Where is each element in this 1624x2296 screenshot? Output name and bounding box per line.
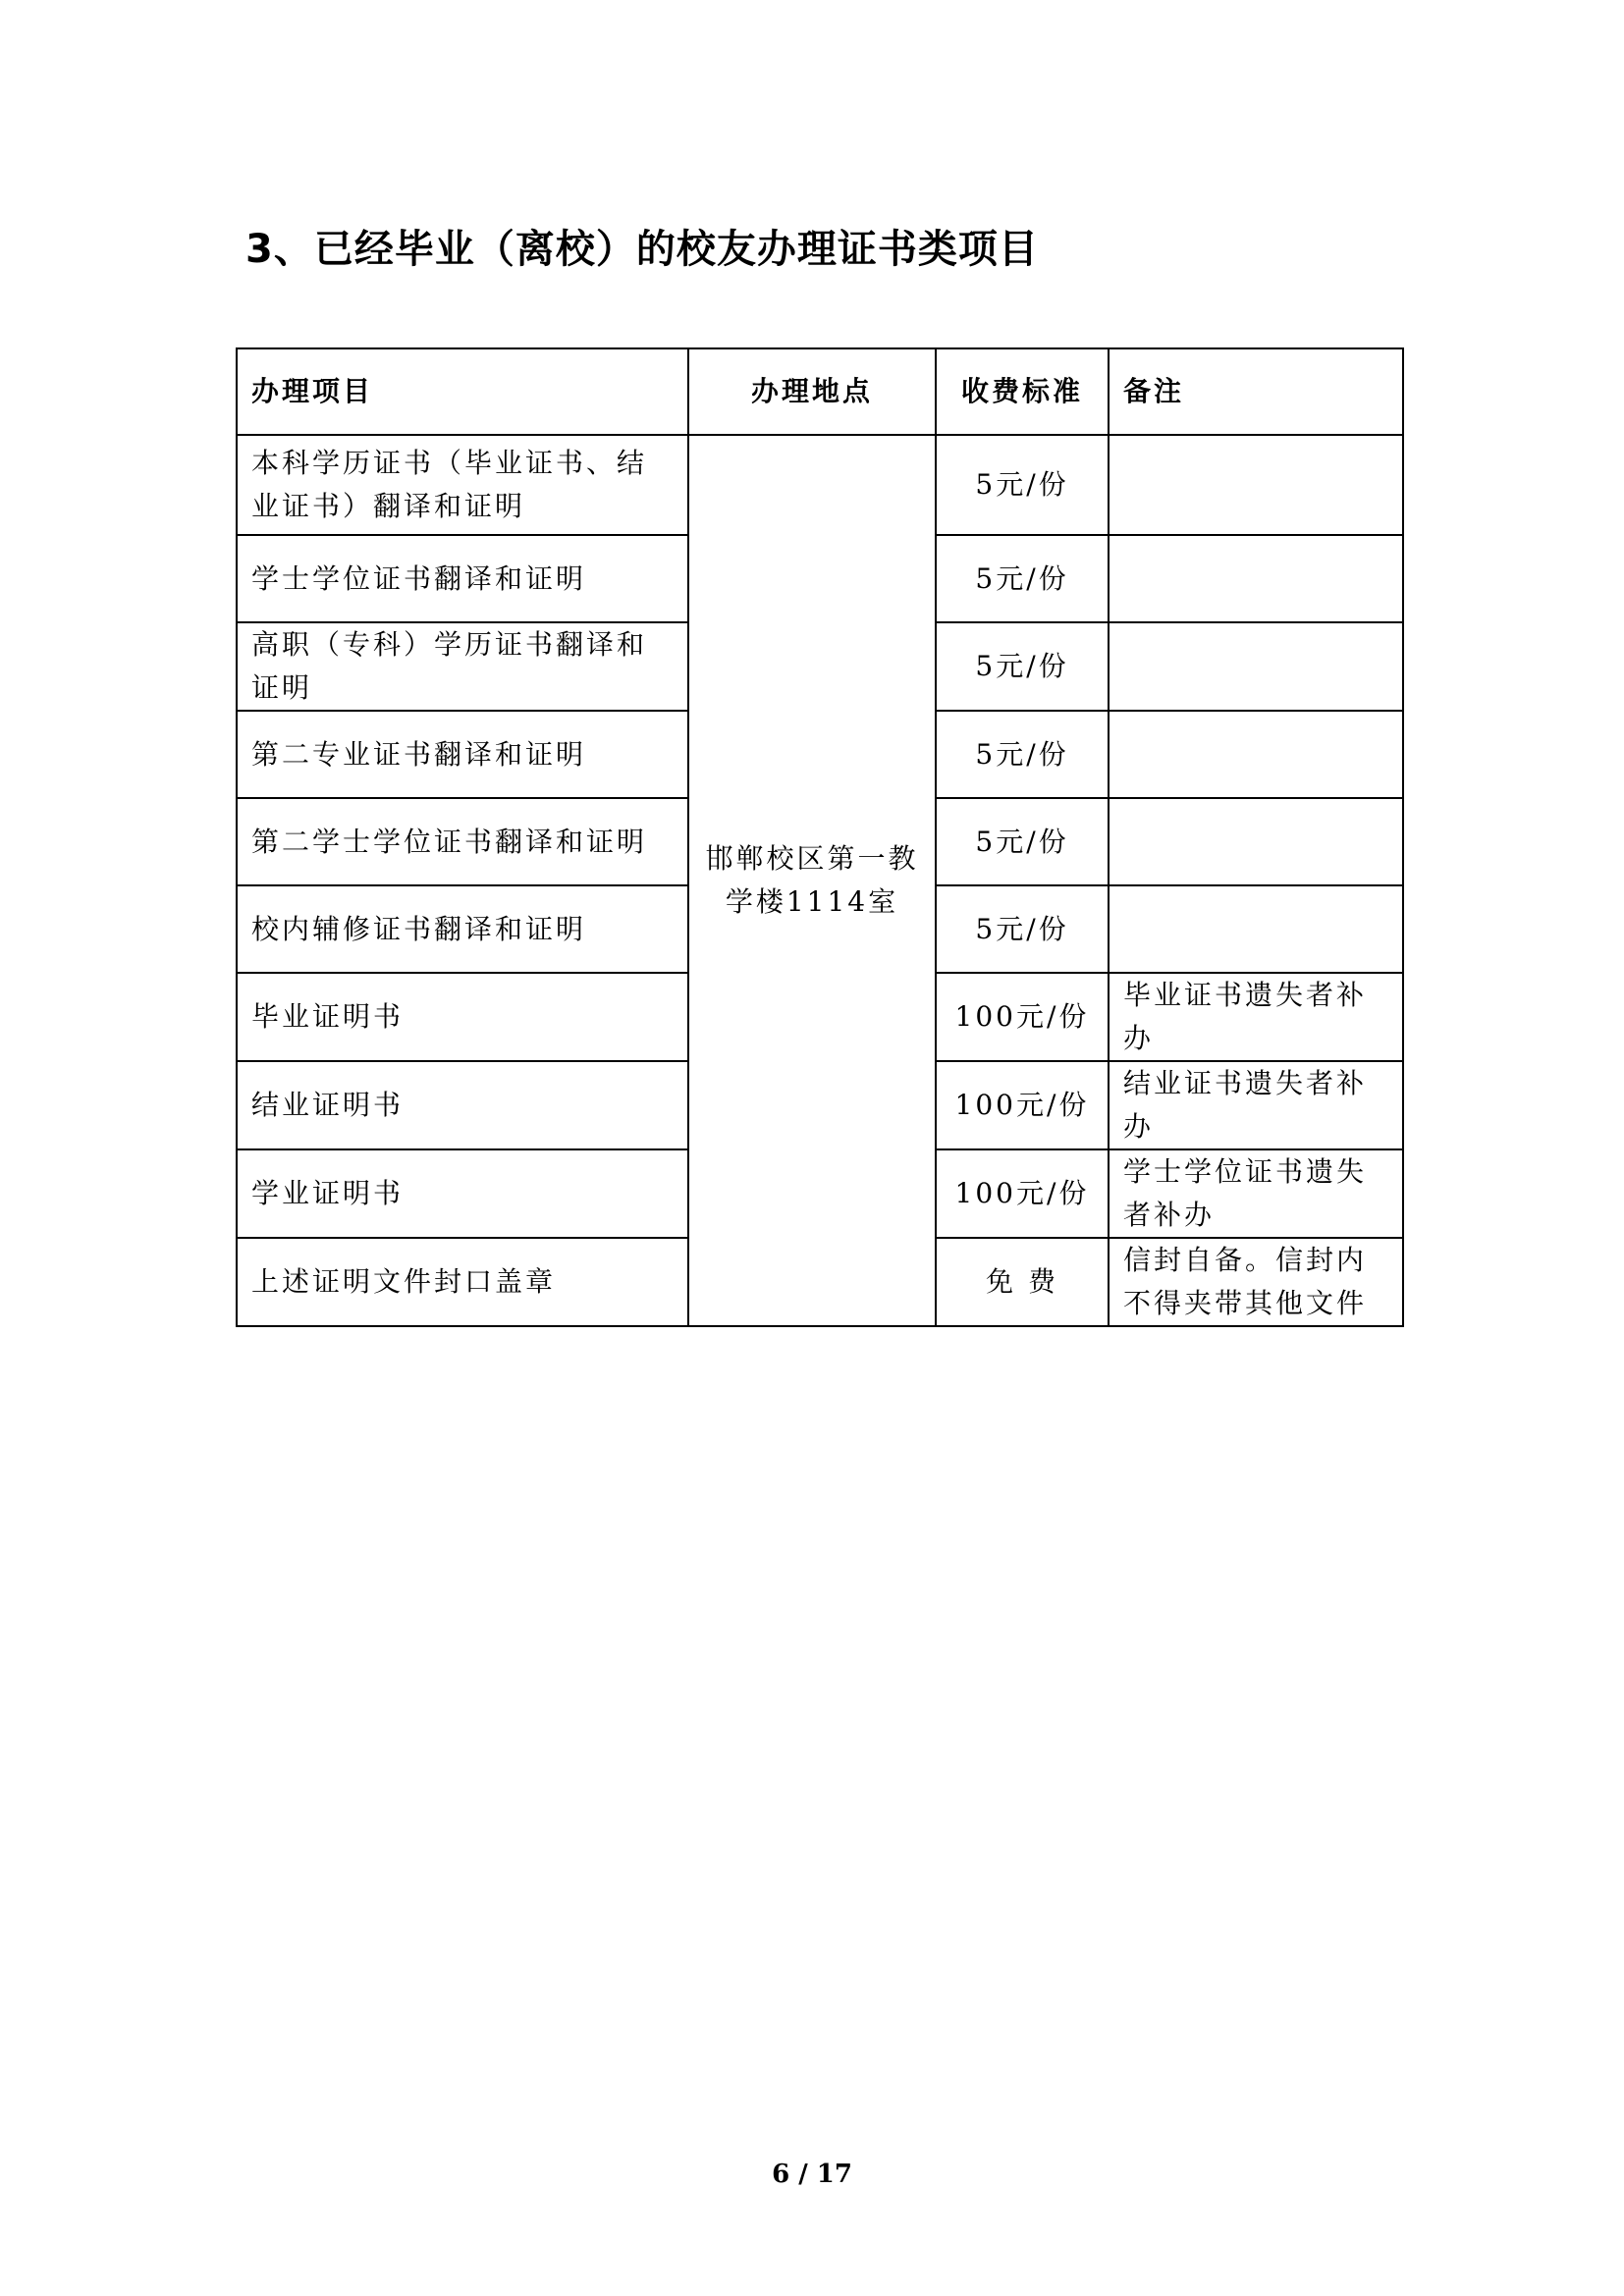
header-fee: 收费标准 (936, 348, 1109, 435)
fee-table (236, 347, 1404, 1327)
header-location: 办理地点 (688, 348, 936, 435)
header-item: 办理项目 (237, 348, 688, 435)
fee-cell: 100元/份 (936, 973, 1109, 1061)
note-cell (1109, 798, 1403, 885)
item-cell: 学士学位证书翻译和证明 (237, 535, 688, 622)
note-cell (1109, 711, 1403, 798)
header-note: 备注 (1109, 348, 1403, 435)
location-cell: 邯郸校区第一教学楼1114室 (688, 435, 936, 1326)
note-cell (1109, 885, 1403, 973)
item-cell: 高职（专科）学历证书翻译和证明 (237, 622, 688, 711)
item-cell: 上述证明文件封口盖章 (237, 1238, 688, 1326)
fee-cell: 5元/份 (936, 711, 1109, 798)
item-cell: 第二专业证书翻译和证明 (237, 711, 688, 798)
note-cell: 信封自备。信封内不得夹带其他文件 (1109, 1238, 1403, 1326)
section-heading: 3、已经毕业（离校）的校友办理证书类项目 (245, 227, 1039, 272)
fee-cell: 5元/份 (936, 435, 1109, 535)
item-cell: 学业证明书 (237, 1149, 688, 1238)
item-cell: 毕业证明书 (237, 973, 688, 1061)
note-cell: 毕业证书遗失者补办 (1109, 973, 1403, 1061)
note-cell (1109, 535, 1403, 622)
fee-cell: 5元/份 (936, 535, 1109, 622)
item-cell: 第二学士学位证书翻译和证明 (237, 798, 688, 885)
table-row (237, 435, 1403, 535)
fee-cell: 5元/份 (936, 622, 1109, 711)
item-cell: 本科学历证书（毕业证书、结业证书）翻译和证明 (237, 435, 688, 535)
note-cell (1109, 435, 1403, 535)
item-cell: 结业证明书 (237, 1061, 688, 1149)
note-cell: 学士学位证书遗失者补办 (1109, 1149, 1403, 1238)
note-cell (1109, 622, 1403, 711)
fee-cell: 5元/份 (936, 798, 1109, 885)
fee-cell: 100元/份 (936, 1149, 1109, 1238)
fee-cell: 免 费 (936, 1238, 1109, 1326)
fee-cell: 100元/份 (936, 1061, 1109, 1149)
fee-cell: 5元/份 (936, 885, 1109, 973)
page-number: 6 / 17 (772, 2160, 852, 2189)
note-cell: 结业证书遗失者补办 (1109, 1061, 1403, 1149)
item-cell: 校内辅修证书翻译和证明 (237, 885, 688, 973)
table-header-row (237, 348, 1403, 435)
